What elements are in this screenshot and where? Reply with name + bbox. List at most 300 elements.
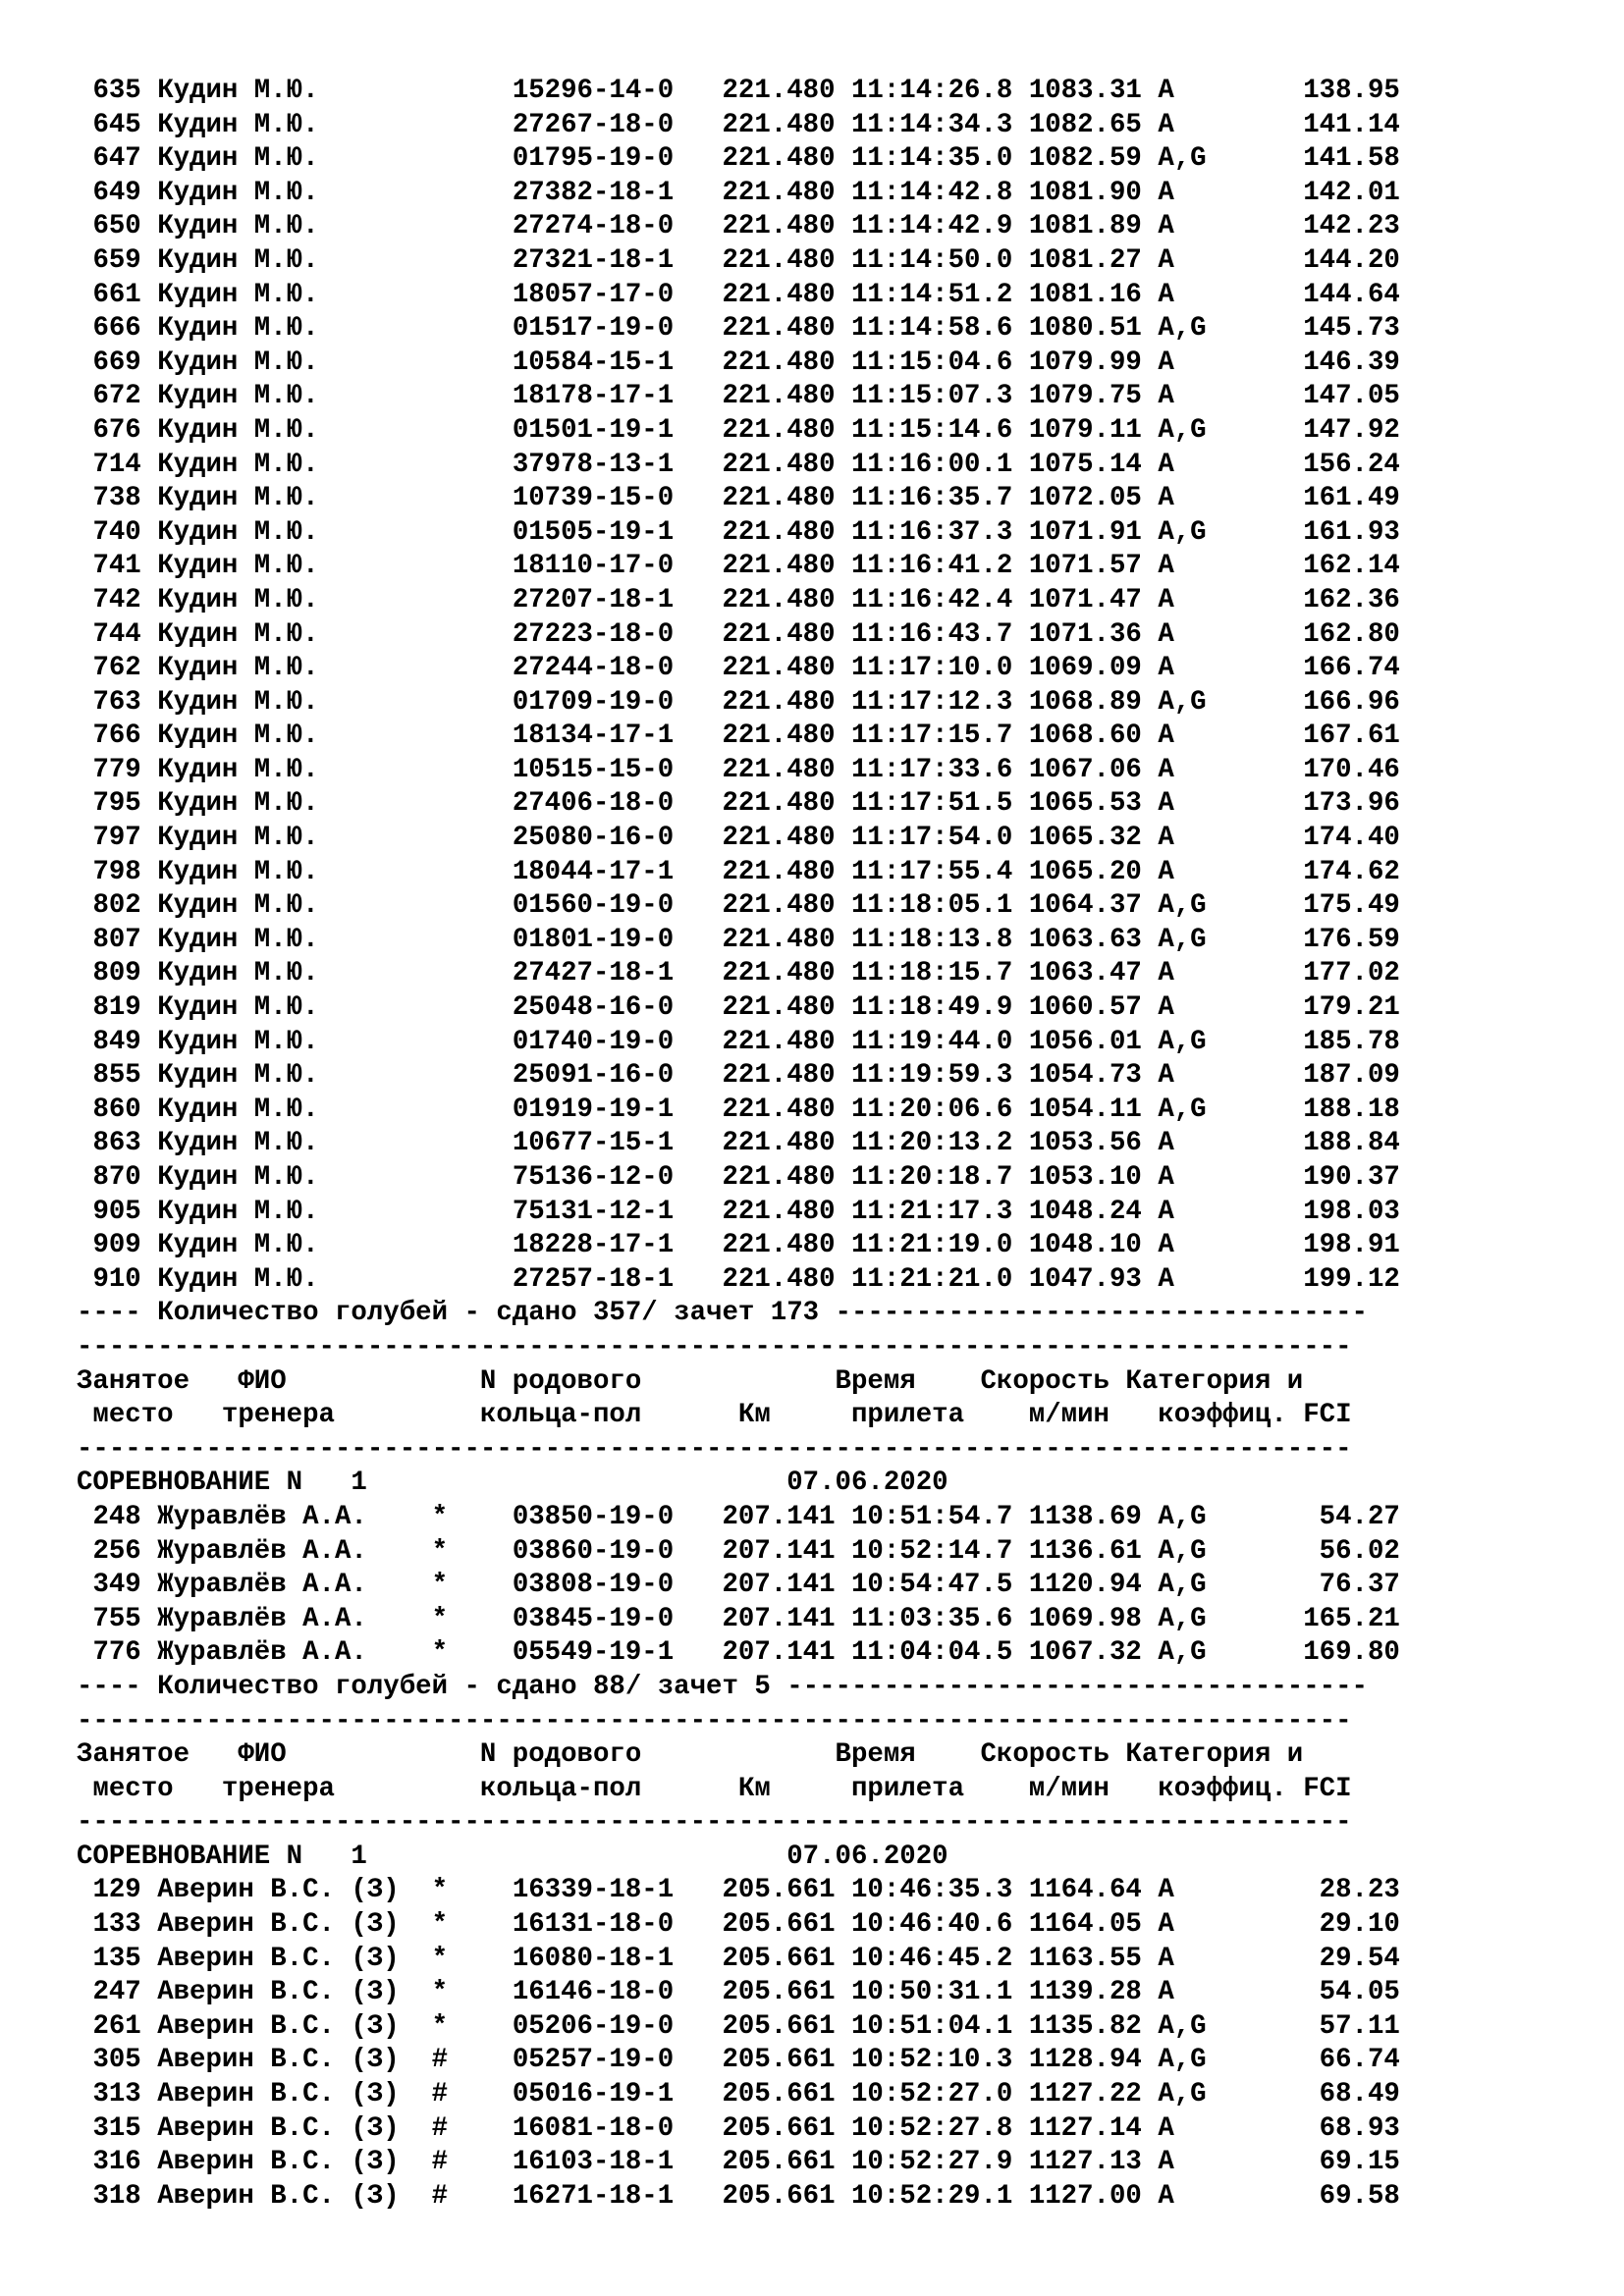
trainer-cell: Кудин М.Ю. bbox=[157, 1162, 416, 1193]
result-row bbox=[77, 2146, 1400, 2180]
place-cell: 129 bbox=[92, 1875, 141, 1906]
competition-date: 07.06.2020 bbox=[786, 1841, 948, 1872]
mark-cell bbox=[432, 245, 448, 276]
km-cell: 221.480 bbox=[722, 1060, 836, 1092]
place-cell: 905 bbox=[92, 1196, 141, 1227]
km-cell: 221.480 bbox=[722, 347, 836, 378]
place-cell: 819 bbox=[92, 992, 141, 1024]
speed-cell: 1163.55 bbox=[1028, 1943, 1142, 1974]
trainer-cell: Кудин М.Ю. bbox=[157, 313, 416, 345]
km-cell: 221.480 bbox=[722, 653, 836, 684]
km-cell: 207.141 bbox=[722, 1501, 836, 1532]
coef-cell: 199.12 bbox=[1222, 1263, 1400, 1295]
coef-cell: 174.62 bbox=[1222, 856, 1400, 887]
trainer-cell: Аверин В.С. (З) bbox=[157, 2112, 416, 2144]
speed-cell: 1071.57 bbox=[1028, 551, 1142, 582]
result-row bbox=[77, 2044, 1400, 2078]
result-row bbox=[77, 1569, 1400, 1603]
mark-cell bbox=[432, 1197, 448, 1227]
category-cell: A bbox=[1158, 1977, 1207, 2008]
time-cell: 10:50:31.1 bbox=[851, 1977, 1013, 2008]
mark-cell: # bbox=[431, 2147, 449, 2178]
coef-cell: 156.24 bbox=[1222, 449, 1400, 480]
time-cell: 11:15:14.6 bbox=[851, 414, 1013, 446]
place-cell: 305 bbox=[92, 2045, 141, 2076]
result-row bbox=[77, 1263, 1400, 1298]
km-cell: 207.141 bbox=[722, 1637, 836, 1669]
speed-cell: 1082.59 bbox=[1028, 143, 1142, 175]
speed-cell: 1063.47 bbox=[1028, 958, 1142, 989]
time-cell: 11:17:15.7 bbox=[851, 721, 1013, 752]
mark-cell bbox=[432, 653, 448, 683]
speed-cell: 1136.61 bbox=[1028, 1535, 1142, 1567]
category-cell: A,G bbox=[1158, 1535, 1207, 1567]
coef-cell: 166.74 bbox=[1222, 653, 1400, 684]
result-row bbox=[77, 1636, 1400, 1671]
km-cell: 205.661 bbox=[722, 2079, 836, 2110]
coef-cell: 56.02 bbox=[1222, 1535, 1400, 1567]
category-cell: A,G bbox=[1158, 2010, 1207, 2042]
speed-cell: 1164.64 bbox=[1028, 1875, 1142, 1906]
category-cell: A bbox=[1158, 721, 1207, 752]
ring-cell: 18057-17-0 bbox=[512, 279, 675, 310]
coef-cell: 175.49 bbox=[1222, 890, 1400, 922]
ring-cell: 18178-17-1 bbox=[512, 381, 675, 412]
result-row bbox=[77, 449, 1400, 483]
trainer-cell: Кудин М.Ю. bbox=[157, 143, 416, 175]
ring-cell: 16146-18-0 bbox=[512, 1977, 675, 2008]
trainer-cell: Кудин М.Ю. bbox=[157, 279, 416, 310]
ring-cell: 03808-19-0 bbox=[512, 1570, 675, 1601]
trainer-cell: Аверин В.С. (З) bbox=[157, 2010, 416, 2042]
ring-cell: 27244-18-0 bbox=[512, 653, 675, 684]
km-cell: 205.661 bbox=[722, 2112, 836, 2144]
ring-cell: 25048-16-0 bbox=[512, 992, 675, 1024]
category-cell: A bbox=[1158, 2112, 1207, 2144]
km-cell: 221.480 bbox=[722, 1094, 836, 1125]
speed-cell: 1072.05 bbox=[1028, 483, 1142, 514]
coef-cell: 146.39 bbox=[1222, 347, 1400, 378]
trainer-cell: Кудин М.Ю. bbox=[157, 924, 416, 955]
mark-cell bbox=[432, 280, 448, 310]
coef-cell: 68.93 bbox=[1222, 2112, 1400, 2144]
ring-cell: 18044-17-1 bbox=[512, 856, 675, 887]
ring-cell: 37978-13-1 bbox=[512, 449, 675, 480]
time-cell: 11:20:13.2 bbox=[851, 1128, 1013, 1159]
trainer-cell: Аверин В.С. (З) bbox=[157, 1943, 416, 1974]
time-cell: 11:14:34.3 bbox=[851, 109, 1013, 140]
result-row bbox=[77, 822, 1400, 856]
category-cell: A bbox=[1158, 618, 1207, 650]
trainer-cell: Аверин В.С. (З) bbox=[157, 1909, 416, 1941]
time-cell: 10:52:14.7 bbox=[851, 1535, 1013, 1567]
mark-cell: * bbox=[431, 1875, 449, 1906]
mark-cell bbox=[432, 483, 448, 513]
ring-cell: 27406-18-0 bbox=[512, 788, 675, 820]
trainer-cell: Аверин В.С. (З) bbox=[157, 1875, 416, 1906]
time-cell: 11:21:21.0 bbox=[851, 1263, 1013, 1295]
ring-cell: 16339-18-1 bbox=[512, 1875, 675, 1906]
place-cell: 647 bbox=[92, 143, 141, 175]
time-cell: 11:15:07.3 bbox=[851, 381, 1013, 412]
coef-cell: 29.10 bbox=[1222, 1909, 1400, 1941]
result-row bbox=[77, 1094, 1400, 1128]
mark-cell: * bbox=[431, 1501, 449, 1532]
category-cell: A bbox=[1158, 856, 1207, 887]
result-row bbox=[77, 1874, 1400, 1908]
km-cell: 221.480 bbox=[722, 924, 836, 955]
result-row bbox=[77, 2180, 1400, 2215]
competition-label: СОРЕВНОВАНИЕ N 1 bbox=[77, 1841, 367, 1872]
category-cell: A,G bbox=[1158, 1570, 1207, 1601]
coef-cell: 176.59 bbox=[1222, 924, 1400, 955]
place-cell: 740 bbox=[92, 516, 141, 548]
time-cell: 11:21:17.3 bbox=[851, 1196, 1013, 1227]
ring-cell: 27427-18-1 bbox=[512, 958, 675, 989]
km-cell: 221.480 bbox=[722, 1128, 836, 1159]
place-cell: 863 bbox=[92, 1128, 141, 1159]
category-cell: A bbox=[1158, 279, 1207, 310]
time-cell: 11:18:13.8 bbox=[851, 924, 1013, 955]
result-row bbox=[77, 991, 1400, 1026]
trainer-cell: Журавлёв А.А. bbox=[157, 1570, 416, 1601]
category-cell: A bbox=[1158, 211, 1207, 242]
ring-cell: 16131-18-0 bbox=[512, 1909, 675, 1941]
time-cell: 10:52:29.1 bbox=[851, 2180, 1013, 2212]
coef-cell: 166.96 bbox=[1222, 686, 1400, 718]
category-cell: A,G bbox=[1158, 313, 1207, 345]
speed-cell: 1048.10 bbox=[1028, 1230, 1142, 1261]
km-cell: 205.661 bbox=[722, 2045, 836, 2076]
ring-cell: 05016-19-1 bbox=[512, 2079, 675, 2110]
km-cell: 221.480 bbox=[722, 244, 836, 276]
place-cell: 755 bbox=[92, 1603, 141, 1634]
coef-cell: 141.14 bbox=[1222, 109, 1400, 140]
ring-cell: 10677-15-1 bbox=[512, 1128, 675, 1159]
mark-cell bbox=[432, 76, 448, 106]
speed-cell: 1056.01 bbox=[1028, 1026, 1142, 1057]
trainer-cell: Аверин В.С. (З) bbox=[157, 1977, 416, 2008]
ring-cell: 01709-19-0 bbox=[512, 686, 675, 718]
mark-cell: * bbox=[431, 1570, 449, 1601]
ring-cell: 01560-19-0 bbox=[512, 890, 675, 922]
category-cell: A bbox=[1158, 551, 1207, 582]
ring-cell: 01740-19-0 bbox=[512, 1026, 675, 1057]
speed-cell: 1069.98 bbox=[1028, 1603, 1142, 1634]
place-cell: 672 bbox=[92, 381, 141, 412]
ring-cell: 27321-18-1 bbox=[512, 244, 675, 276]
km-cell: 221.480 bbox=[722, 483, 836, 514]
coef-cell: 66.74 bbox=[1222, 2045, 1400, 2076]
ring-cell: 27207-18-1 bbox=[512, 584, 675, 615]
time-cell: 11:14:35.0 bbox=[851, 143, 1013, 175]
mark-cell: * bbox=[431, 1603, 449, 1634]
mark-cell bbox=[432, 313, 448, 344]
coef-cell: 162.80 bbox=[1222, 618, 1400, 650]
result-row bbox=[77, 1127, 1400, 1161]
trainer-cell: Кудин М.Ю. bbox=[157, 890, 416, 922]
result-row bbox=[77, 2112, 1400, 2147]
category-cell: A,G bbox=[1158, 1501, 1207, 1532]
coef-cell: 167.61 bbox=[1222, 721, 1400, 752]
coef-cell: 144.20 bbox=[1222, 244, 1400, 276]
trainer-cell: Кудин М.Ю. bbox=[157, 1128, 416, 1159]
result-row bbox=[77, 1059, 1400, 1094]
time-cell: 10:52:10.3 bbox=[851, 2045, 1013, 2076]
category-cell: A,G bbox=[1158, 2045, 1207, 2076]
mark-cell: # bbox=[431, 2112, 449, 2144]
mark-cell bbox=[432, 415, 448, 446]
time-cell: 11:14:58.6 bbox=[851, 313, 1013, 345]
coef-cell: 145.73 bbox=[1222, 313, 1400, 345]
km-cell: 207.141 bbox=[722, 1570, 836, 1601]
time-cell: 11:20:18.7 bbox=[851, 1162, 1013, 1193]
speed-cell: 1068.60 bbox=[1028, 721, 1142, 752]
speed-cell: 1164.05 bbox=[1028, 1909, 1142, 1941]
category-cell: A bbox=[1158, 754, 1207, 785]
ring-cell: 03850-19-0 bbox=[512, 1501, 675, 1532]
speed-cell: 1080.51 bbox=[1028, 313, 1142, 345]
km-cell: 205.661 bbox=[722, 1977, 836, 2008]
place-cell: 248 bbox=[92, 1501, 141, 1532]
time-cell: 11:14:42.8 bbox=[851, 177, 1013, 208]
mark-cell bbox=[432, 211, 448, 241]
result-row bbox=[77, 856, 1400, 890]
mark-cell bbox=[432, 551, 448, 581]
mark-cell: * bbox=[431, 2010, 449, 2042]
trainer-cell: Кудин М.Ю. bbox=[157, 1230, 416, 1261]
coef-cell: 69.58 bbox=[1222, 2180, 1400, 2212]
category-cell: A bbox=[1158, 449, 1207, 480]
mark-cell bbox=[432, 1230, 448, 1260]
coef-cell: 173.96 bbox=[1222, 788, 1400, 820]
result-row bbox=[77, 347, 1400, 381]
speed-cell: 1071.91 bbox=[1028, 516, 1142, 548]
km-cell: 221.480 bbox=[722, 177, 836, 208]
result-row bbox=[77, 380, 1400, 414]
category-cell: A,G bbox=[1158, 890, 1207, 922]
place-cell: 666 bbox=[92, 313, 141, 345]
divider: ------------------------------------------------------------------------------- bbox=[77, 1705, 1352, 1736]
category-cell: A,G bbox=[1158, 686, 1207, 718]
category-cell: A bbox=[1158, 244, 1207, 276]
place-cell: 742 bbox=[92, 584, 141, 615]
divider: ------------------------------------------------------------------------------- bbox=[77, 1433, 1352, 1465]
place-cell: 635 bbox=[92, 76, 141, 106]
speed-cell: 1127.14 bbox=[1028, 2112, 1142, 2144]
place-cell: 661 bbox=[92, 279, 141, 310]
category-cell: A bbox=[1158, 1263, 1207, 1295]
km-cell: 221.480 bbox=[722, 109, 836, 140]
trainer-cell: Кудин М.Ю. bbox=[157, 76, 416, 106]
speed-cell: 1048.24 bbox=[1028, 1196, 1142, 1227]
speed-cell: 1047.93 bbox=[1028, 1263, 1142, 1295]
mark-cell bbox=[432, 585, 448, 615]
mark-cell: # bbox=[431, 2045, 449, 2076]
result-row bbox=[77, 482, 1400, 516]
results-report bbox=[77, 75, 1400, 2214]
mark-cell: * bbox=[431, 1943, 449, 1974]
place-cell: 738 bbox=[92, 483, 141, 514]
competition-label: СОРЕВНОВАНИЕ N 1 bbox=[77, 1468, 367, 1499]
speed-cell: 1063.63 bbox=[1028, 924, 1142, 955]
result-row bbox=[77, 109, 1400, 143]
ring-cell: 01919-19-1 bbox=[512, 1094, 675, 1125]
place-cell: 870 bbox=[92, 1162, 141, 1193]
ring-cell: 03845-19-0 bbox=[512, 1603, 675, 1634]
speed-cell: 1069.09 bbox=[1028, 653, 1142, 684]
mark-cell: * bbox=[431, 1535, 449, 1567]
result-row bbox=[77, 1196, 1400, 1230]
category-cell: A bbox=[1158, 76, 1207, 106]
time-cell: 11:17:33.6 bbox=[851, 754, 1013, 785]
speed-cell: 1081.16 bbox=[1028, 279, 1142, 310]
coef-cell: 76.37 bbox=[1222, 1570, 1400, 1601]
category-cell: A bbox=[1158, 483, 1207, 514]
place-cell: 909 bbox=[92, 1230, 141, 1261]
km-cell: 221.480 bbox=[722, 211, 836, 242]
km-cell: 205.661 bbox=[722, 1909, 836, 1941]
divider: ------------------------------------------------------------------------------- bbox=[77, 1331, 1352, 1362]
mark-cell bbox=[432, 517, 448, 548]
result-row bbox=[77, 1229, 1400, 1263]
ring-cell: 15296-14-0 bbox=[512, 76, 675, 106]
speed-cell: 1060.57 bbox=[1028, 992, 1142, 1024]
category-cell: A,G bbox=[1158, 924, 1207, 955]
mark-cell: * bbox=[431, 1977, 449, 2008]
speed-cell: 1053.56 bbox=[1028, 1128, 1142, 1159]
place-cell: 650 bbox=[92, 211, 141, 242]
time-cell: 11:18:15.7 bbox=[851, 958, 1013, 989]
divider: ------------------------------------------------------------------------------- bbox=[77, 1807, 1352, 1839]
trainer-cell: Кудин М.Ю. bbox=[157, 653, 416, 684]
ring-cell: 01501-19-1 bbox=[512, 414, 675, 446]
km-cell: 221.480 bbox=[722, 414, 836, 446]
ring-cell: 16080-18-1 bbox=[512, 1943, 675, 1974]
km-cell: 205.661 bbox=[722, 1943, 836, 1974]
mark-cell bbox=[432, 1060, 448, 1091]
place-cell: 855 bbox=[92, 1060, 141, 1092]
coef-cell: 142.23 bbox=[1222, 211, 1400, 242]
coef-cell: 174.40 bbox=[1222, 823, 1400, 854]
speed-cell: 1054.11 bbox=[1028, 1094, 1142, 1125]
time-cell: 11:03:35.6 bbox=[851, 1603, 1013, 1634]
speed-cell: 1082.65 bbox=[1028, 109, 1142, 140]
coef-cell: 69.15 bbox=[1222, 2147, 1400, 2178]
competition-line bbox=[77, 1841, 1400, 1875]
place-cell: 779 bbox=[92, 754, 141, 785]
mark-cell bbox=[432, 619, 448, 650]
result-row bbox=[77, 787, 1400, 822]
result-row bbox=[77, 720, 1400, 754]
place-cell: 744 bbox=[92, 618, 141, 650]
time-cell: 11:16:43.7 bbox=[851, 618, 1013, 650]
category-cell: A bbox=[1158, 347, 1207, 378]
km-cell: 221.480 bbox=[722, 958, 836, 989]
km-cell: 221.480 bbox=[722, 992, 836, 1024]
km-cell: 207.141 bbox=[722, 1535, 836, 1567]
category-cell: A bbox=[1158, 177, 1207, 208]
place-cell: 659 bbox=[92, 244, 141, 276]
ring-cell: 01517-19-0 bbox=[512, 313, 675, 345]
time-cell: 11:16:35.7 bbox=[851, 483, 1013, 514]
result-row bbox=[77, 414, 1400, 449]
result-row bbox=[77, 652, 1400, 686]
km-cell: 221.480 bbox=[722, 1263, 836, 1295]
km-cell: 221.480 bbox=[722, 823, 836, 854]
category-cell: A,G bbox=[1158, 414, 1207, 446]
mark-cell: # bbox=[431, 2079, 449, 2110]
mark-cell bbox=[432, 925, 448, 955]
ring-cell: 27223-18-0 bbox=[512, 618, 675, 650]
result-row bbox=[77, 516, 1400, 551]
coef-cell: 162.14 bbox=[1222, 551, 1400, 582]
time-cell: 10:46:40.6 bbox=[851, 1909, 1013, 1941]
ring-cell: 03860-19-0 bbox=[512, 1535, 675, 1567]
km-cell: 221.480 bbox=[722, 76, 836, 106]
trainer-cell: Кудин М.Ю. bbox=[157, 109, 416, 140]
summary-line: ---- Количество голубей - сдано 357/ зачет 173 --------------------------------- bbox=[77, 1298, 1368, 1329]
coef-cell: 28.23 bbox=[1222, 1875, 1400, 1906]
result-row bbox=[77, 1026, 1400, 1060]
km-cell: 221.480 bbox=[722, 754, 836, 785]
category-cell: A bbox=[1158, 992, 1207, 1024]
km-cell: 221.480 bbox=[722, 721, 836, 752]
time-cell: 11:17:55.4 bbox=[851, 856, 1013, 887]
trainer-cell: Кудин М.Ю. bbox=[157, 244, 416, 276]
result-row bbox=[77, 1161, 1400, 1196]
speed-cell: 1127.13 bbox=[1028, 2147, 1142, 2178]
category-cell: A bbox=[1158, 381, 1207, 412]
time-cell: 10:51:54.7 bbox=[851, 1501, 1013, 1532]
coef-cell: 161.93 bbox=[1222, 516, 1400, 548]
category-cell: A bbox=[1158, 1162, 1207, 1193]
ring-cell: 16103-18-1 bbox=[512, 2147, 675, 2178]
time-cell: 11:17:12.3 bbox=[851, 686, 1013, 718]
trainer-cell: Кудин М.Ю. bbox=[157, 414, 416, 446]
time-cell: 11:19:44.0 bbox=[851, 1026, 1013, 1057]
result-row bbox=[77, 1603, 1400, 1637]
place-cell: 313 bbox=[92, 2079, 141, 2110]
km-cell: 221.480 bbox=[722, 449, 836, 480]
category-cell: A,G bbox=[1158, 143, 1207, 175]
trainer-cell: Аверин В.С. (З) bbox=[157, 2079, 416, 2110]
place-cell: 247 bbox=[92, 1977, 141, 2008]
coef-cell: 190.37 bbox=[1222, 1162, 1400, 1193]
trainer-cell: Кудин М.Ю. bbox=[157, 823, 416, 854]
ring-cell: 10584-15-1 bbox=[512, 347, 675, 378]
coef-cell: 142.01 bbox=[1222, 177, 1400, 208]
km-cell: 207.141 bbox=[722, 1603, 836, 1634]
speed-cell: 1071.47 bbox=[1028, 584, 1142, 615]
km-cell: 221.480 bbox=[722, 1162, 836, 1193]
mark-cell bbox=[432, 1264, 448, 1295]
category-cell: A bbox=[1158, 1128, 1207, 1159]
time-cell: 10:54:47.5 bbox=[851, 1570, 1013, 1601]
mark-cell bbox=[432, 958, 448, 988]
coef-cell: 29.54 bbox=[1222, 1943, 1400, 1974]
time-cell: 11:18:05.1 bbox=[851, 890, 1013, 922]
mark-cell bbox=[432, 178, 448, 208]
mark-cell bbox=[432, 890, 448, 921]
category-cell: A bbox=[1158, 823, 1207, 854]
place-cell: 766 bbox=[92, 721, 141, 752]
km-cell: 205.661 bbox=[722, 2147, 836, 2178]
km-cell: 221.480 bbox=[722, 890, 836, 922]
place-cell: 649 bbox=[92, 177, 141, 208]
mark-cell bbox=[432, 1128, 448, 1158]
trainer-cell: Кудин М.Ю. bbox=[157, 449, 416, 480]
